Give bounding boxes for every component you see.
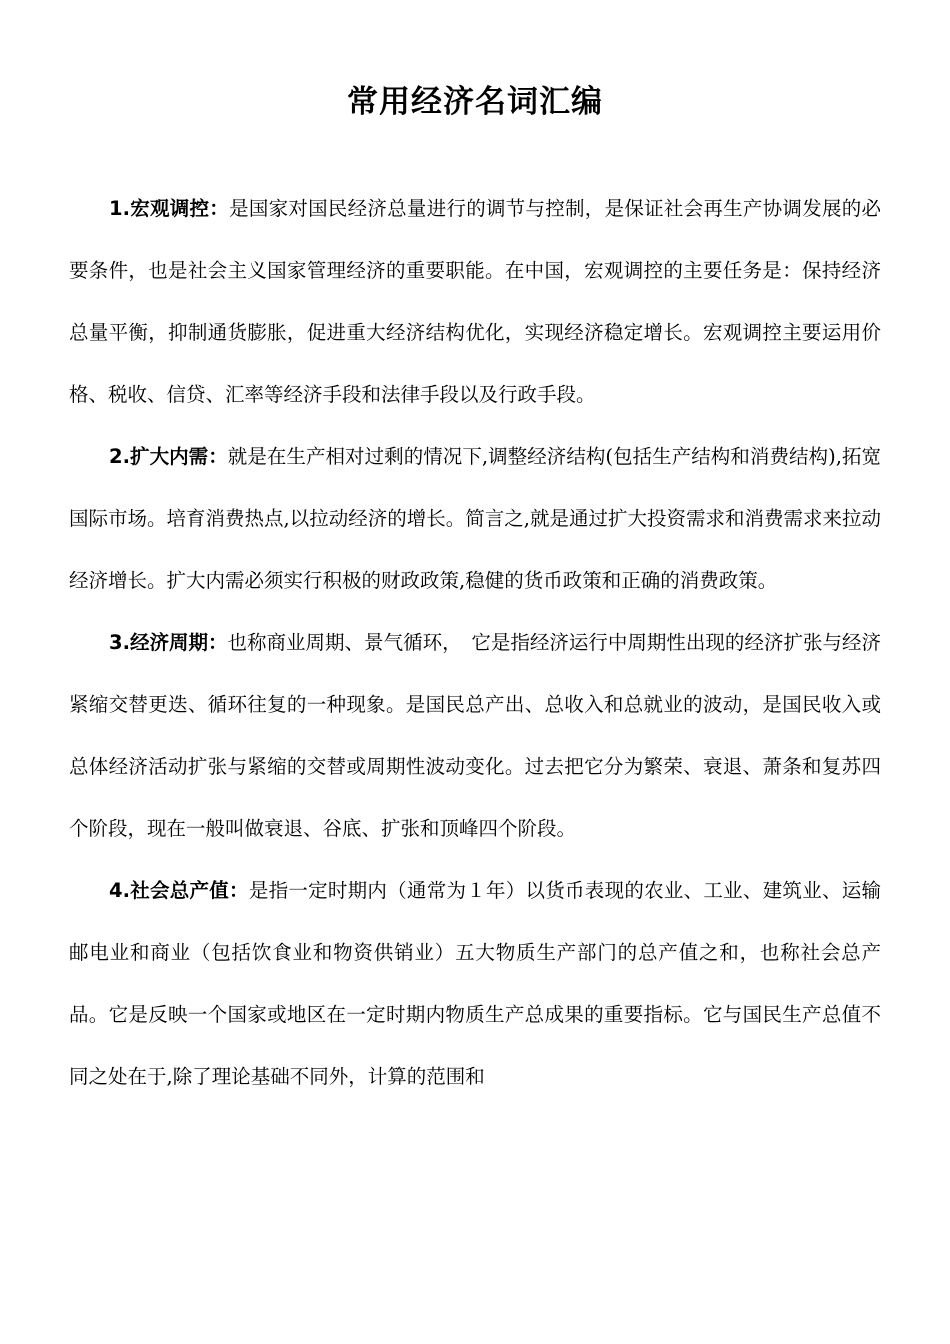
entry-term: 1.宏观调控： — [109, 197, 230, 220]
entry-domestic-demand — [69, 426, 881, 612]
entry-macro-control — [69, 178, 881, 426]
entry-definition: 就是在生产相对过剩的情况下,调整经济结构(包括生产结构和消费结构),拓宽国际市场。培育消费热点,以拉动经济的增长。简言之,就是通过扩大投资需求和消费需求来拉动经济增长。扩大内需必须实行积极的财政政策,稳健的货币政策和正确的消费政策。 — [69, 445, 881, 592]
entry-total-social-output — [69, 860, 881, 1108]
entry-definition: 是指一定时期内（通常为１年）以货币表现的农业、工业、建筑业、运输邮电业和商业（包括饮食业和物资供销业）五大物质生产部门的总产值之和，也称社会总产品。它是反映一个国家或地区在一定时期内物质生产总成果的重要指标。它与国民生产总值不同之处在于,除了理论基础不同外，计算的范围和 — [69, 879, 881, 1088]
entry-term: 3.经济周期： — [109, 631, 228, 654]
entry-definition: 是国家对国民经济总量进行的调节与控制，是保证社会再生产协调发展的必要条件，也是社会主义国家管理经济的重要职能。在中国，宏观调控的主要任务是：保持经济总量平衡，抑制通货膨胀，促进重大经济结构优化，实现经济稳定增长。宏观调控主要运用价格、税收、信贷、汇率等经济手段和法律手段以及行政手段。 — [69, 197, 881, 406]
document-title: 常用经济名词汇编 — [347, 84, 603, 120]
entry-term: 2.扩大内需： — [109, 445, 228, 468]
entry-term: 4.社会总产值： — [109, 879, 249, 902]
entry-economic-cycle — [69, 612, 881, 860]
document-body — [69, 178, 881, 1108]
entry-definition: 也称商业周期、景气循环， 它是指经济运行中周期性出现的经济扩张与经济紧缩交替更迭、循环往复的一种现象。是国民总产出、总收入和总就业的波动，是国民收入或总体经济活动扩张与紧缩的交替或周期性波动变化。过去把它分为繁荣、衰退、萧条和复苏四个阶段，现在一般叫做衰退、谷底、扩张和顶峰四个阶段。 — [69, 631, 881, 840]
